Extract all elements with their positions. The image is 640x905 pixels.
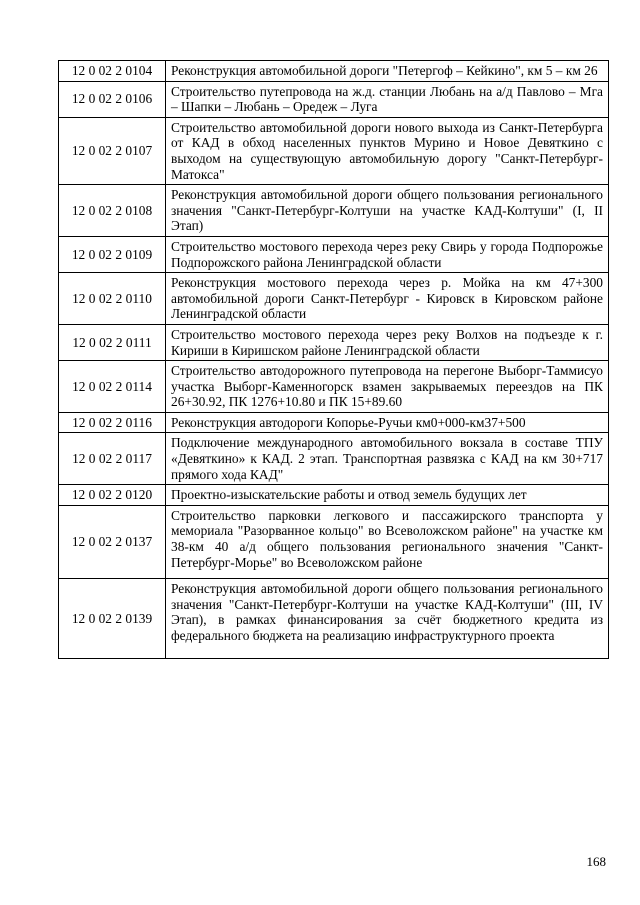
project-description-cell: Строительство автомобильной дороги нового выхода из Санкт-Петербурга от КАД в обход населенных пунктов Мурино и Новое Девяткино с выходом на существующую автомобильную дорогу "Санкт-Петербург-Матокса" <box>166 117 609 184</box>
page-number: 168 <box>586 854 606 869</box>
project-description-cell: Строительство путепровода на ж.д. станции Любань на а/д Павлово – Мга – Шапки – Любань – Оредеж – Луга <box>166 81 609 117</box>
budget-code-cell: 12 0 02 2 0120 <box>59 485 166 506</box>
budget-code-table <box>58 60 609 659</box>
project-description-cell: Реконструкция мостового перехода через р. Мойка на км 47+300 автомобильной дороги Санкт-Петербург - Кировск в Кировском районе Ленинградской области <box>166 273 609 325</box>
project-description-cell: Реконструкция автомобильной дороги общего пользования регионального значения "Санкт-Петербург-Колтуши на участке КАД-Колтуши" (III, IV Этап), в рамках финансирования за счёт бюджетного кредита из федерального бюджета на реализацию инфраструктурного проекта <box>166 579 609 658</box>
table-row <box>59 579 609 658</box>
budget-code-cell: 12 0 02 2 0110 <box>59 273 166 325</box>
budget-code-cell: 12 0 02 2 0106 <box>59 81 166 117</box>
project-description-cell: Проектно-изыскательские работы и отвод земель будущих лет <box>166 485 609 506</box>
budget-code-cell: 12 0 02 2 0107 <box>59 117 166 184</box>
table-row <box>59 324 609 360</box>
project-description-cell: Строительство мостового перехода через реку Свирь у города Подпорожье Подпорожского района Ленинградской области <box>166 236 609 272</box>
budget-code-cell: 12 0 02 2 0117 <box>59 433 166 485</box>
budget-code-cell: 12 0 02 2 0109 <box>59 236 166 272</box>
table-row <box>59 273 609 325</box>
budget-code-cell: 12 0 02 2 0114 <box>59 361 166 413</box>
table-row <box>59 505 609 578</box>
table-row <box>59 433 609 485</box>
budget-code-cell: 12 0 02 2 0137 <box>59 505 166 578</box>
project-description-cell: Реконструкция автодороги Копорье-Ручьи км0+000-км37+500 <box>166 412 609 433</box>
table-row <box>59 236 609 272</box>
budget-code-cell: 12 0 02 2 0108 <box>59 185 166 237</box>
table-row <box>59 185 609 237</box>
table-row <box>59 61 609 82</box>
table-row <box>59 412 609 433</box>
table-row <box>59 361 609 413</box>
budget-code-cell: 12 0 02 2 0104 <box>59 61 166 82</box>
project-description-cell: Реконструкция автомобильной дороги "Петергоф – Кейкино", км 5 – км 26 <box>166 61 609 82</box>
project-description-cell: Строительство парковки легкового и пассажирского транспорта у мемориала "Разорванное кольцо" во Всеволожском районе" на участке км 38-км 40 а/д общего пользования регионального значения "Санкт-Петербург-Морье" во Всеволожском районе <box>166 505 609 578</box>
table-row <box>59 117 609 184</box>
project-description-cell: Строительство мостового перехода через реку Волхов на подъезде к г. Кириши в Киришском районе Ленинградской области <box>166 324 609 360</box>
table-row <box>59 485 609 506</box>
table-row <box>59 81 609 117</box>
budget-code-cell: 12 0 02 2 0111 <box>59 324 166 360</box>
budget-code-cell: 12 0 02 2 0139 <box>59 579 166 658</box>
budget-code-cell: 12 0 02 2 0116 <box>59 412 166 433</box>
project-description-cell: Реконструкция автомобильной дороги общего пользования регионального значения "Санкт-Петербург-Колтуши на участке КАД-Колтуши" (I, II Этап) <box>166 185 609 237</box>
project-description-cell: Подключение международного автомобильного вокзала в составе ТПУ «Девяткино» к КАД. 2 этап. Транспортная развязка с КАД на км 30+717 прямого хода КАД" <box>166 433 609 485</box>
project-description-cell: Строительство автодорожного путепровода на перегоне Выборг-Таммисуо участка Выборг-Каменногорск взамен закрываемых переездов на ПК 26+30.92, ПК 1276+10.80 и ПК 15+89.60 <box>166 361 609 413</box>
